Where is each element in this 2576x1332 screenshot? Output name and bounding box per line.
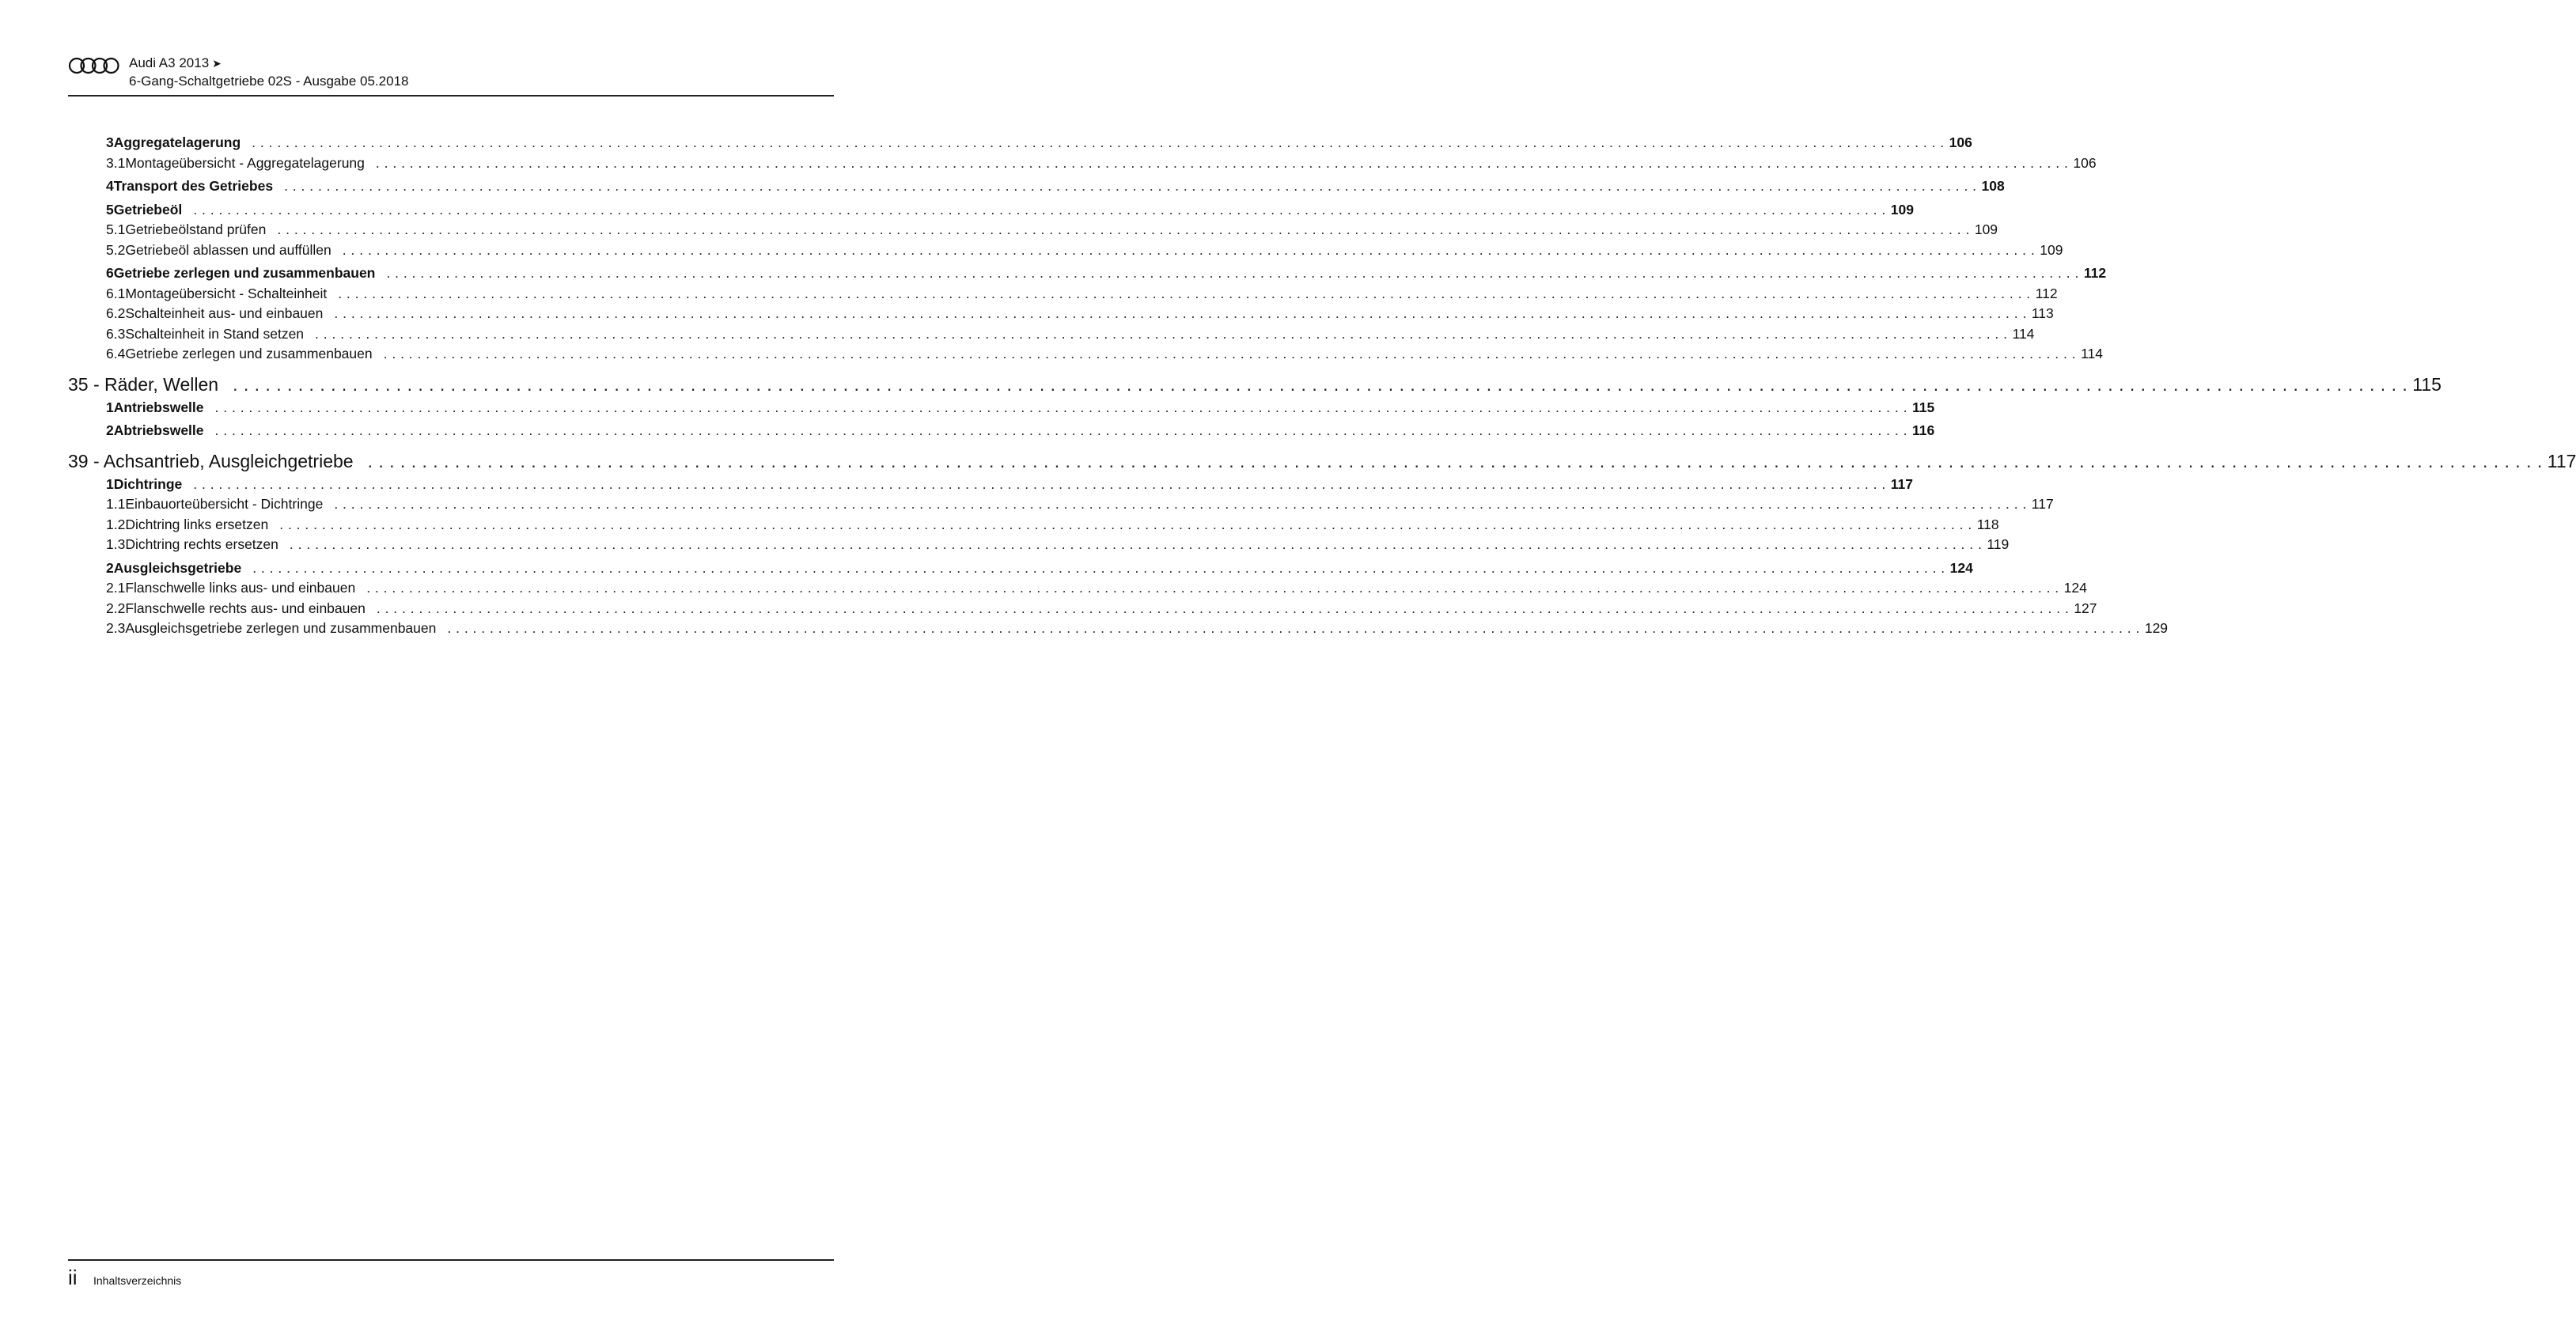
header-vehicle (129, 55, 222, 71)
toc-entry-title: Dichtringe (113, 475, 183, 492)
toc-leader-dots: . . . . . . . . . . . . . . . . . . . . . . . . . . . . . . . . . . . . . . . . . . . . . . . . . . . . . . . . . . . . . . . . . . . . . . . . . . . . . . . . . . . . . . . . . . . . . . . . . . . . . . . . . . . . . . . . . . . . . . . . . . . . . . . . . . . . . . . . . . . . . . . . . . . . . . . . . . . . . . . . . . . . . . . . . . . . . . . . . . . . . . . . . . . . . . . . . . . . . . . . (277, 221, 1970, 237)
toc-entry-row[interactable] (68, 558, 1973, 579)
header-vehicle-text: Audi A3 2013 (129, 55, 210, 70)
toc-entry-row[interactable] (68, 324, 2035, 345)
toc-entry-title: Getriebe zerlegen und zusammenbauen (125, 346, 373, 361)
toc-entry-number: 6.1 (106, 285, 126, 301)
toc-entry-row[interactable] (68, 475, 1913, 495)
toc-chapter-row[interactable] (68, 371, 2442, 398)
toc-entry-row[interactable] (68, 398, 1935, 418)
toc-entry-title: Getriebeöl ablassen und auffüllen (125, 241, 331, 258)
toc-entry-page: 108 (1981, 178, 2005, 194)
toc-entry-row[interactable] (68, 263, 2107, 284)
toc-entry-title: Aggregatelagerung (113, 134, 241, 150)
toc-entry-title: Montageübersicht - Aggregatelagerung (125, 154, 365, 171)
toc-entry-row[interactable] (68, 240, 2063, 261)
toc-entry-page: 127 (2074, 600, 2097, 616)
toc-entry-row[interactable] (68, 535, 2010, 555)
toc-leader-dots: . . . . . . . . . . . . . . . . . . . . . . . . . . . . . . . . . . . . . . . . . . . . . . . . . . . . . . . . . . . . . . . . . . . . . . . . . . . . . . . . . . . . . . . . . . . . . . . . . . . . . . . . . . . . . . . . . . . . . . . . . . . . . . . . . . . . . . . . . . . . . . . . . . . . . . . . . . . . . . . . . . . . . . . . . . . . . . . . . . . . . . . . . . . . . . . . . . . . . . . . (338, 285, 2031, 301)
toc-entry-number: 1.1 (106, 496, 126, 512)
toc-leader-dots: . . . . . . . . . . . . . . . . . . . . . . . . . . . . . . . . . . . . . . . . . . . . . . . . . . . . . . . . . . . . . . . . . . . . . . . . . . . . . . . . . . . . . . . . . . . . . . . . . . . . . . . . . . . . . . . . . . . . . . . . . . . . . . . . . . . . . . . . . . . . . . . . . . . . . . . . . . . . . . . . . . . . . . . . . . . . . . . . . . . . . . . . . . . . . . . . . . . . . . . . (376, 600, 2070, 616)
toc-entry-number: 5.1 (106, 221, 126, 237)
header-subtitle: 6-Gang-Schaltgetriebe 02S - Ausgabe 05.2018 (129, 74, 409, 89)
toc-entry-title: Transport des Getriebes (113, 178, 274, 194)
toc-chapter-row[interactable] (68, 448, 2576, 475)
toc-leader-dots: . . . . . . . . . . . . . . . . . . . . . . . . . . . . . . . . . . . . . . . . . . . . . . . . . . . . . . . . . . . . . . . . . . . . . . . . . . . . . . . . . . . . . . . . . . . . . . . . . . . . . . . . . . . . . . . . . . . . . . . . . . . . . . . . . . . . . . . . . . . . . . . . . . . . . . . . . . . . . . . . . . . . . . . . . . . . . . . . . . . . . . . . . . . . . . . . . . . . . . . . (252, 134, 1945, 150)
toc-entry-number: 6.3 (106, 325, 126, 342)
toc-entry-number: 3 (106, 134, 114, 150)
toc-entry-page: 109 (2040, 241, 2063, 258)
toc-entry-page: 113 (2031, 305, 2054, 321)
toc-entry-number: 5 (106, 201, 114, 218)
toc-entry-number: 6.2 (106, 305, 126, 321)
toc-entry-row[interactable] (68, 200, 1914, 221)
toc-leader-dots: . . . . . . . . . . . . . . . . . . . . . . . . . . . . . . . . . . . . . . . . . . . . . . . . . . . . . . . . . . . . . . . . . . . . . . . . . . . . . . . . . . . . . . . . . . . . . . . . . . . . . . . . . . . . . . . . . . . . . . . . . . . . . . . . . . . . . . . . . . . . . . . . . . . . . . . . . . . . . . . . . . . . . . . . . . . . . . . . . . . . . . . . . . . . . . . . . . . . . . . . (334, 305, 2027, 321)
toc-entry-page: 118 (1976, 516, 1999, 532)
toc-leader-dots: . . . . . . . . . . . . . . . . . . . . . . . . . . . . . . . . . . . . . . . . . . . . . . . . . . . . . . . . . . . . . . . . . . . . . . . . . . . . . . . . . . . . . . . . . . . . . . . . . . . . . . . . . . . . . . . . . . . . . . . . . . . . . . . . . . . . . . . . . . . . . . . . . . . . . . . . . . . . . . . . . . . . . . . . . . . . . . . . . . . . . . . . . . . . . . . . . . . . . . . . (366, 580, 2059, 596)
toc-entry-title: Dichtring rechts ersetzen (125, 536, 278, 552)
toc-entry-row[interactable] (68, 599, 2097, 619)
toc-entry-page: 124 (1949, 559, 1973, 576)
audi-rings-icon (68, 57, 120, 74)
page-header (68, 54, 834, 96)
toc-entry-number: 4 (106, 178, 114, 194)
toc-entry-row[interactable] (68, 421, 1935, 441)
toc-entry-page: 106 (2073, 154, 2097, 171)
toc-leader-dots: . . . . . . . . . . . . . . . . . . . . . . . . . . . . . . . . . . . . . . . . . . . . . . . . . . . . . . . . . . . . . . . . . . . . . . . . . . . . . . . . . . . . . . . . . . . . . . . . . . . . . . . . . . . . . . . . . . . . . . . . . . . . . . . . . . . . . . . . . . . . . . . . . . . . . . . . . . . . . . . . . . . . . . . . . . . . . . . . . . . . . . . . . . . . . . . . . . . . . . . . (342, 241, 2036, 258)
toc-entry-title: Getriebeölstand prüfen (125, 221, 267, 237)
toc-entry-page: 112 (2035, 285, 2058, 301)
toc-entry-title: Flanschwelle links aus- und einbauen (125, 580, 356, 596)
toc-entry-number: 1 (106, 475, 114, 492)
toc-leader-dots: . . . . . . . . . . . . . . . . . . . . . . . . . . . . . . . . . . . . . . . . . . . . . . . . . . . . . . . . . . . . . . . . . . . . . . . . . . . . . . . . . . . . . . . . . . . . . . . . . . . . . . . . . . . . . . . . . . . . . . . . . . . . . . . . . . . . . . . . . . . . . . . . . . . . . . . . . . . . . . . . . . . . . . . . . . . . . . . . . . . . . . . . . . . . . . . . . . . . . . . . (447, 620, 2140, 636)
toc-leader-dots: . . . . . . . . . . . . . . . . . . . . . . . . . . . . . . . . . . . . . . . . . . . . . . . . . . . . . . . . . . . . . . . . . . . . . . . . . . . . . . . . . . . . . . . . . . . . . . . . . . . . . . . . . . . . . . . . . . . . . . . . . . . . . . . . . . . . . . . . . . . . . . . . . . . . . . . . . . . . . . . . . . . . . . . . . . . . . . . . . . . . . . . . . . . . . . . . . . . . . . . . (334, 496, 2027, 512)
toc-entry-page: 112 (2083, 265, 2107, 281)
toc-entry-title: Dichtring links ersetzen (125, 516, 269, 532)
toc-leader-dots: . . . . . . . . . . . . . . . . . . . . . . . . . . . . . . . . . . . . . . . . . . . . . . . . . . . . . . . . . . . . . . . . . . . . . . . . . . . . . . . . . . . . . . . . . . . . . . . . . . . . . . . . . . . . . . . . . . . . . . . . . . . . . . . . . . . . . . . . . . . . . . . . . . . . . . . . . . . . . . . . . . . . . . . . . . . . . . . . . . . . . . . . . . . . . . . . . . . . . . . . (284, 178, 1977, 194)
toc-entry-row[interactable] (68, 284, 2058, 305)
toc-entry-title: 39 - Achsantrieb, Ausgleichgetriebe (68, 450, 354, 471)
toc-leader-dots: . . . . . . . . . . . . . . . . . . . . . . . . . . . . . . . . . . . . . . . . . . . . . . . . . . . . . . . . . . . . . . . . . . . . . . . . . . . . . . . . . . . . . . . . . . . . . . . . . . . . . . . . . . . . . . . . . . . . . . . . . . . . . . . . . . . . . . . . . . . . . . . . . . . . . . . . . . . . . . . . . . . . . . . . . . . . . . . . . . . . . . . . . . . . . . . . . . . . . . . . (214, 399, 1907, 415)
toc-leader-dots: . . . . . . . . . . . . . . . . . . . . . . . . . . . . . . . . . . . . . . . . . . . . . . . . . . . . . . . . . . . . . . . . . . . . . . . . . . . . . . . . . . . . . . . . . . . . . . . . . . . . . . . . . . . . . . . . . . . . . . . . . . . . . . . . . . . . . . . . . . . . . . . . . . . . . . . . . . . . . . . . . . . . . . . . . . . . . . . . . . . . . . . . . . . . . . . . . . . . . . . . (289, 536, 1983, 552)
toc-entry-row[interactable] (68, 176, 2005, 197)
toc-leader-dots: . . . . . . . . . . . . . . . . . . . . . . . . . . . . . . . . . . . . . . . . . . . . . . . . . . . . . . . . . . . . . . . . . . . . . . . . . . . . . . . . . . . . . . . . . . . . . . . . . . . . . . . . . . . . . . . . . . . . . . . . . . . . . . . . . . . . . . . . . . . . . . . . . . . . . . . . . . . . . . . . . . . . . . . . . . . . . . . . . . . . . . . . . . . . . . . . . . . . . . . . (279, 516, 1972, 532)
toc-leader-dots: . . . . . . . . . . . . . . . . . . . . . . . . . . . . . . . . . . . . . . . . . . . . . . . . . . . . . . . . . . . . . . . . . . . . . . . . . . . . . . . . . . . . . . . . . . . . . . . . . . . . . . . . . . . . . . . . . . . . . . . . . . . . . . . . . . . . . . . . . . . . . . . . . . . . . . . . . . . . . . . . . . . . . . . . . . . . . . . . . . . . . . . . . . . . . . . . . . . . . . . . (193, 475, 1886, 492)
toc-entry-number: 2.2 (106, 600, 126, 616)
footer-label: Inhaltsverzeichnis (93, 1274, 182, 1287)
toc-leader-dots: . . . . . . . . . . . . . . . . . . . . . . . . . . . . . . . . . . . . . . . . . . . . . . . . . . . . . . . . . . . . . . . . . . . . . . . . . . . . . . . . . . . . . . . . . . . . . . . . . . . . . . . . . . . . . . . . . . . . . . . . . . . . . . . . . . . . . . . . . . . . . . . . . . . . . . . . . . . . . . . . . . . . . . . . . . . . . . . . . . . . . . . . . . . . . . . . . . . . . . . . (252, 559, 1945, 576)
toc-entry-row[interactable] (68, 304, 2054, 324)
toc-entry-title: 35 - Räder, Wellen (68, 373, 219, 395)
toc-entry-number: 2.1 (106, 580, 126, 596)
toc-entry-page: 109 (1974, 221, 1998, 237)
toc-entry-number: 5.2 (106, 241, 126, 258)
toc-entry-title: Antriebswelle (113, 399, 204, 415)
toc-entry-number: 1 (106, 399, 114, 415)
toc-entry-number: 6 (106, 265, 114, 281)
toc-leader-dots: . . . . . . . . . . . . . . . . . . . . . . . . . . . . . . . . . . . . . . . . . . . . . . . . . . . . . . . . . . . . . . . . . . . . . . . . . . . . . . . . . . . . . . . . . . . . . . . . . . . . . . . . . . . . . . . . . . . . . . . . . . . . . . . . . . . . . . . . . . . . . . . . . . . . . . . . . . . . . . . . . . . . . . . . . . . . . . . . . . . . . . . . . . . . . . . . . . . . . . . . (315, 325, 2008, 342)
toc-entry-row[interactable] (68, 220, 1998, 240)
toc-entry-number: 3.1 (106, 154, 126, 171)
toc-leader-dots: . . . . . . . . . . . . . . . . . . . . . . . . . . . . . . . . . . . . . . . . . . . . . . . . . . . . . . . . . . . . . . . . . . . . . . . . . . . . . . . . . . . . . . . . . . . . . . . . . . . . . . . . . . . . . . . . . . . . . . . . . . . . . . . . . . . . . . . . . . . . . . . . . . . . . . . . . . . . . . . . . . . . . . . . . . . . . . . . . . . . . . . . . . . . . . . . . . . . . . . . (214, 422, 1907, 438)
page-footer (68, 1259, 834, 1292)
toc-entry-title: Schalteinheit in Stand setzen (125, 325, 305, 342)
toc-entry-title: Getriebeöl (113, 201, 183, 218)
toc-entry-title: Montageübersicht - Schalteinheit (125, 285, 328, 301)
toc-entry-row[interactable] (68, 153, 2097, 174)
toc-entry-page: 114 (2012, 325, 2035, 342)
toc-entry-page: 114 (2081, 346, 2103, 361)
footer-page-number: ii (68, 1266, 78, 1289)
toc-entry-title: Ausgleichsgetriebe zerlegen und zusammenbauen (125, 620, 437, 636)
toc-entry-row[interactable] (68, 494, 2054, 515)
toc-leader-dots: . . . . . . . . . . . . . . . . . . . . . . . . . . . . . . . . . . . . . . . . . . . . . . . . . . . . . . . . . . . . . . . . . . . . . . . . . . . . . . . . . . . . . . . . . . . . . . . . . . . . . . . . . . . . . . . . . . . . . . . . . . . . . . . . . . . . . . . . . . . . . . . . . . . . . . . . . . . . . . . . . . . . . . . . . . . . . . . . . . . . . . . . . . . . . . . . . . . . . . . . (375, 154, 2069, 171)
toc-entry-number: 2 (106, 559, 114, 576)
toc-entry-number: 2 (106, 422, 114, 438)
toc-entry-title: Ausgleichsgetriebe (113, 559, 242, 576)
toc-entry-page: 116 (1912, 422, 1935, 438)
toc-entry-title: Flanschwelle rechts aus- und einbauen (125, 600, 366, 616)
arrow-right-icon: ➤ (212, 57, 222, 70)
toc-entry-page: 124 (2063, 580, 2087, 596)
toc-entry-row[interactable] (68, 344, 2103, 365)
toc-entry-row[interactable] (68, 515, 1999, 535)
table-of-contents (68, 133, 2576, 639)
toc-entry-page: 106 (1949, 134, 1972, 150)
toc-leader-dots: . . . . . . . . . . . . . . . . . . . . . . . . . . . . . . . . . . . . . . . . . . . . . . . . . . . . . . . . . . . . . . . . . . . . . . . . . . . . . . . . . . . . . . . . . . . . . . . . . . . . . . . . . . . . . . . . . . . . . . . . . . . . . . . . . . . . . . . . . . . . . . . . . . . . . . . . . . . . . . . . . . . . . . . . . . . . . . . . . . . . . . . . . . . . . . . . . . . . . . . . (383, 346, 2077, 361)
toc-leader-dots: . . . . . . . . . . . . . . . . . . . . . . . . . . . . . . . . . . . . . . . . . . . . . . . . . . . . . . . . . . . . . . . . . . . . . . . . . . . . . . . . . . . . . . . . . . . . . . . . . . . . . . . . . . . . . . . . . . . . . . . . . . . . . . . . . . . . . . . . . . . . . . . . . . . . . . . . . . . . . . . . . . . . . . . . . . . . . . . . . . . . . . . . . . . . . . . . . . . . . . . . (233, 373, 2408, 395)
toc-entry-title: Schalteinheit aus- und einbauen (125, 305, 324, 321)
toc-entry-page: 117 (1890, 475, 1913, 492)
toc-entry-page: 115 (2412, 373, 2442, 395)
toc-entry-page: 109 (1890, 201, 1914, 218)
toc-entry-title: Abtriebswelle (113, 422, 204, 438)
toc-entry-page: 129 (2144, 620, 2169, 636)
toc-leader-dots: . . . . . . . . . . . . . . . . . . . . . . . . . . . . . . . . . . . . . . . . . . . . . . . . . . . . . . . . . . . . . . . . . . . . . . . . . . . . . . . . . . . . . . . . . . . . . . . . . . . . . . . . . . . . . . . . . . . . . . . . . . . . . . . . . . . . . . . . . . . . . . . . . . . . . . . . . . . . . . . . . . . . . . . . . . . . . . . . . . . . . . . . . . . . . . . . . . . . . . . . (193, 201, 1886, 218)
toc-entry-number: 1.2 (106, 516, 126, 532)
toc-entry-page: 117 (2031, 496, 2054, 512)
toc-entry-page: 117 (2547, 450, 2576, 471)
toc-leader-dots: . . . . . . . . . . . . . . . . . . . . . . . . . . . . . . . . . . . . . . . . . . . . . . . . . . . . . . . . . . . . . . . . . . . . . . . . . . . . . . . . . . . . . . . . . . . . . . . . . . . . . . . . . . . . . . . . . . . . . . . . . . . . . . . . . . . . . . . . . . . . . . . . . . . . . . . . . . . . . . . . . . . . . . . . . . . . . . . . . . . . . . . . . . . . . . . . . . . . . . . . (386, 265, 2079, 281)
toc-entry-number: 2.3 (106, 620, 126, 636)
toc-entry-row[interactable] (68, 133, 1972, 153)
toc-entry-row[interactable] (68, 578, 2087, 599)
toc-entry-page: 119 (1987, 536, 2010, 552)
toc-entry-page: 115 (1912, 399, 1935, 415)
toc-entry-number: 1.3 (106, 536, 126, 552)
toc-entry-title: Getriebe zerlegen und zusammenbauen (113, 265, 376, 281)
toc-entry-title: Einbauorteübersicht - Dichtringe (125, 496, 324, 512)
toc-entry-number: 6.4 (106, 346, 126, 361)
toc-leader-dots: . . . . . . . . . . . . . . . . . . . . . . . . . . . . . . . . . . . . . . . . . . . . . . . . . . . . . . . . . . . . . . . . . . . . . . . . . . . . . . . . . . . . . . . . . . . . . . . . . . . . . . . . . . . . . . . . . . . . . . . . . . . . . . . . . . . . . . . . . . . . . . . . . . . . . . . . . . . . . . . . . . . . . . . . . . . . . . . . . . . . . . . . . . . . . . . . . . . . . . . . (367, 450, 2543, 471)
toc-entry-row[interactable] (68, 619, 2169, 639)
